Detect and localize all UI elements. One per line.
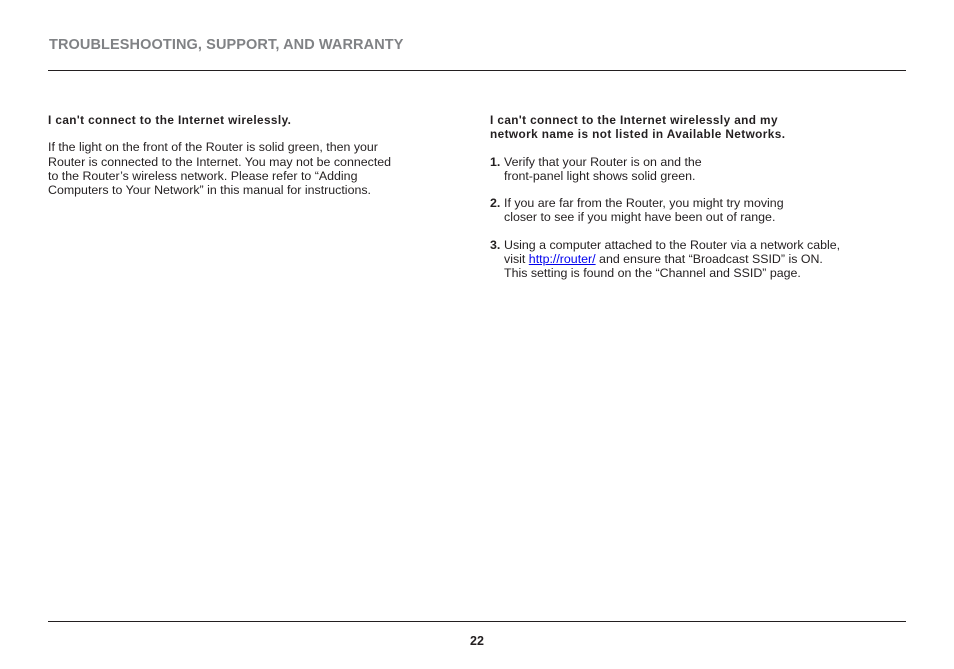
- step-number: 1.: [490, 154, 501, 169]
- router-link[interactable]: http://router/: [528, 252, 596, 267]
- step-text-line: Using a computer attached to the Router via a network cable,: [504, 237, 841, 252]
- left-paragraph-line: Router is connected to the Internet. You may not be connected: [48, 154, 392, 169]
- right-heading-line: network name is not listed in Available Networks.: [490, 127, 786, 142]
- page-number: 22: [470, 634, 484, 648]
- step-number: 3.: [490, 237, 501, 252]
- step-3: [490, 238, 890, 281]
- step-1: [490, 155, 890, 184]
- step-text-line: If you are far from the Router, you might try moving: [504, 196, 784, 211]
- step-text-line: front-panel light shows solid green.: [504, 168, 696, 183]
- step-number: 2.: [490, 196, 501, 211]
- left-paragraph-line: Computers to Your Network” in this manual for instructions.: [48, 183, 371, 198]
- right-column: [490, 113, 890, 294]
- step-text-line: closer to see if you might have been out of range.: [504, 210, 776, 225]
- step-text-prefix: visit: [504, 252, 529, 267]
- right-heading-line: I can't connect to the Internet wirelessly and my: [490, 113, 778, 127]
- section-header: TROUBLESHOOTING, SUPPORT, AND WARRANTY: [49, 37, 404, 53]
- step-text-line: [504, 252, 890, 266]
- header-rule: [48, 70, 906, 71]
- step-text-line: This setting is found on the “Channel and SSID” page.: [504, 266, 801, 281]
- step-text-suffix: and ensure that “Broadcast SSID” is ON.: [595, 252, 823, 267]
- left-column: [48, 113, 438, 197]
- left-paragraph: [48, 140, 438, 197]
- step-2: [490, 196, 890, 225]
- footer-rule: [48, 621, 906, 622]
- step-text-line: Verify that your Router is on and the: [504, 154, 702, 169]
- left-paragraph-line: If the light on the front of the Router is solid green, then your: [48, 140, 378, 155]
- right-heading: [490, 113, 890, 142]
- left-heading: I can't connect to the Internet wirelessly.: [48, 113, 292, 127]
- left-paragraph-line: to the Router’s wireless network. Please refer to “Adding: [48, 168, 358, 183]
